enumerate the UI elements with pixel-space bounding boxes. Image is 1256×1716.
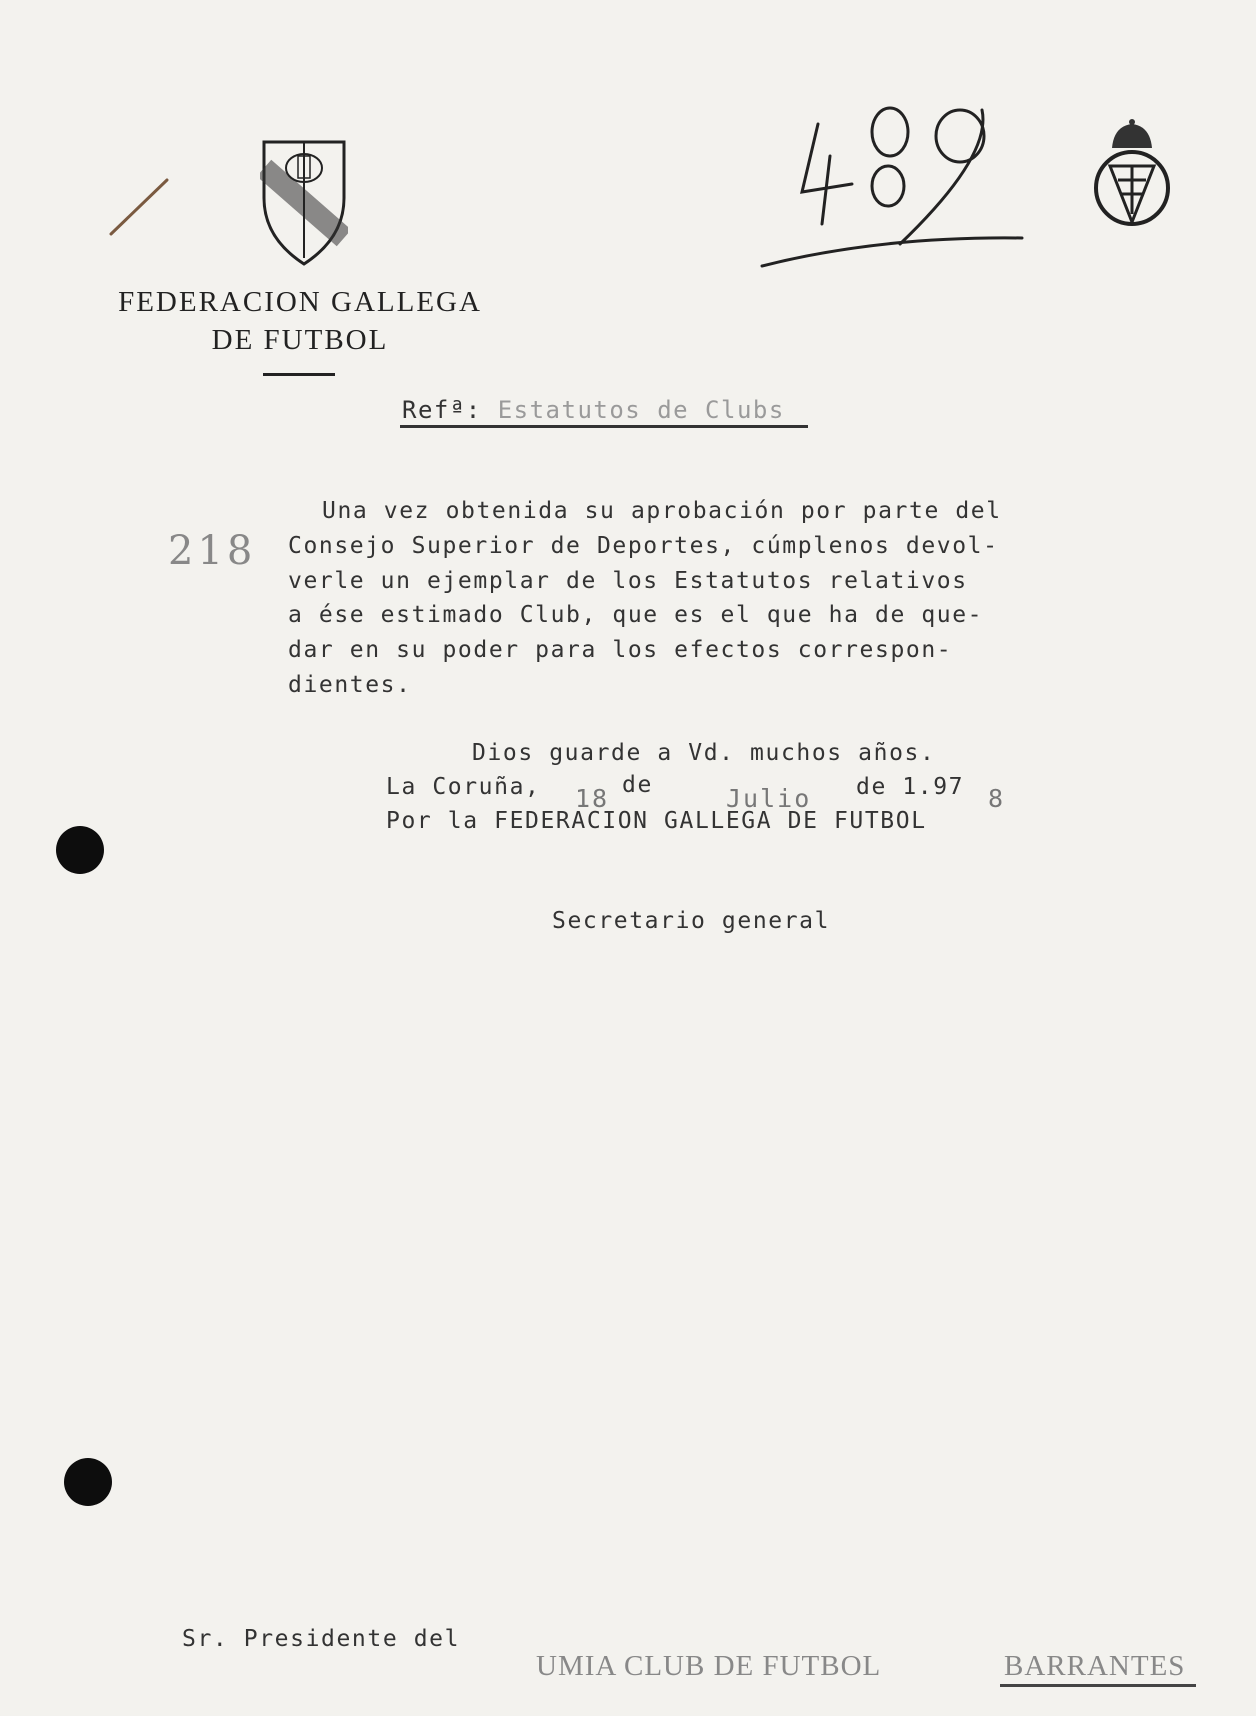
- reference-label: Refª:: [402, 396, 482, 424]
- addressee-town: BARRANTES: [1004, 1650, 1186, 1682]
- org-name-line2: DE FUTBOL: [211, 324, 389, 356]
- handwritten-number-drawing: [760, 96, 1030, 280]
- addressee-club: UMIA CLUB DE FUTBOL: [536, 1650, 882, 1682]
- galician-crest-icon: [260, 138, 348, 268]
- closing-de2: de 1.97: [856, 774, 965, 800]
- addressee-prefix: Sr. Presidente del: [182, 1626, 461, 1652]
- punch-hole-bottom: [64, 1458, 112, 1506]
- margin-stamp-number: 218: [168, 528, 257, 574]
- signature-line: Por la FEDERACION GALLEGA DE FUTBOL: [386, 808, 927, 834]
- town-underline: [1000, 1684, 1196, 1687]
- closing-year-digit: 8: [988, 784, 1006, 813]
- body-line-4: a ése estimado Club, que es el que ha de que-: [288, 602, 984, 628]
- signature-title: Secretario general: [552, 908, 831, 934]
- closing-day: 18: [575, 784, 610, 813]
- body-line-2: Consejo Superior de Deportes, cúmplenos devol-: [288, 533, 999, 559]
- body-line-1: Una vez obtenida su aprobación por parte del: [322, 498, 1002, 524]
- org-name-line1: FEDERACION GALLEGA: [118, 286, 482, 318]
- punch-hole-top: [56, 826, 104, 874]
- body-line-3: verle un ejemplar de los Estatutos relativos: [288, 568, 968, 594]
- reference-subject: Estatutos de Clubs: [497, 396, 785, 424]
- closing-month: Julio: [726, 784, 812, 813]
- pencil-mark: [105, 170, 175, 244]
- body-line-5: dar en su poder para los efectos correspon-: [288, 637, 953, 663]
- reference-underline: [400, 425, 808, 428]
- rfef-crest-icon: [1090, 118, 1174, 232]
- closing-place: La Coruña,: [386, 774, 541, 800]
- closing-greeting: Dios guarde a Vd. muchos años.: [472, 740, 936, 766]
- body-line-6: dientes.: [288, 672, 412, 698]
- reference-line: [402, 396, 785, 424]
- divider: [263, 373, 335, 376]
- closing-de1: de: [622, 772, 653, 798]
